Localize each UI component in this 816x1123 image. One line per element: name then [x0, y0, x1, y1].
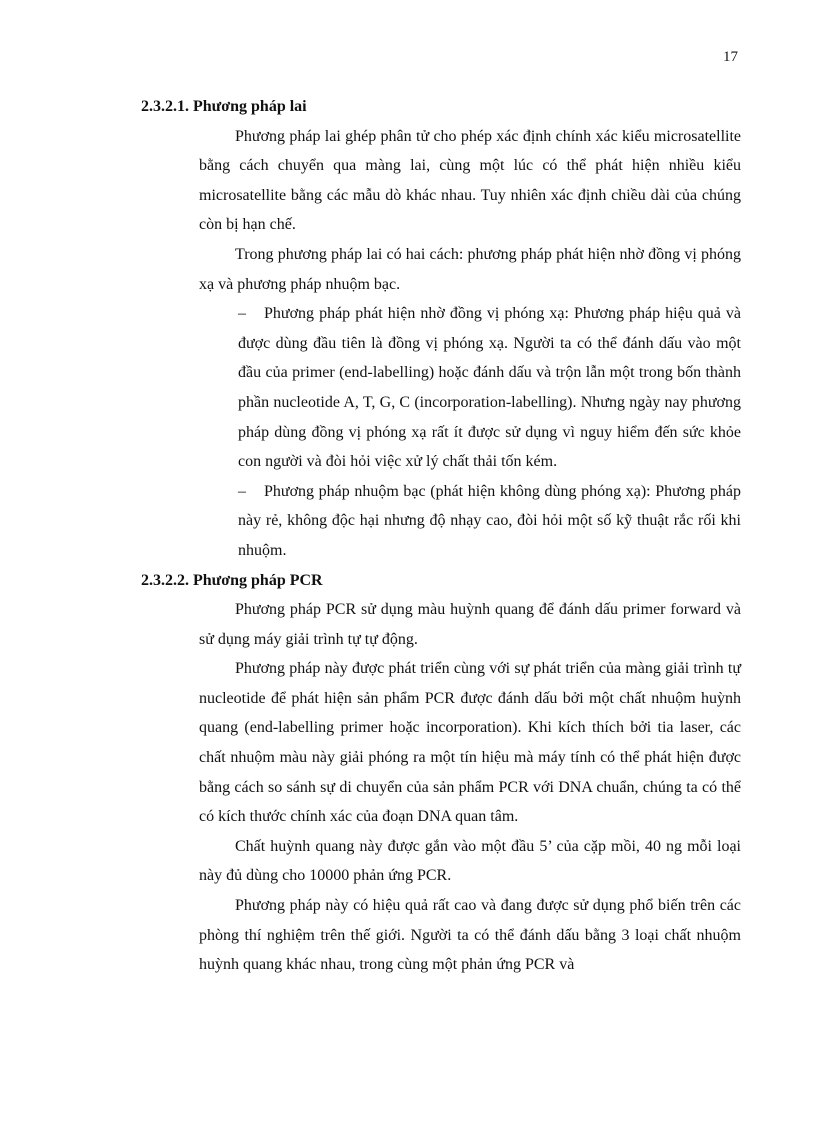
body-paragraph: Chất huỳnh quang này được gắn vào một đầu 5’ của cặp mồi, 40 ng mỗi loại này đủ dùng cho 10000 phản ứng PCR.: [199, 837, 741, 885]
body-paragraph: Phương pháp này có hiệu quả rất cao và đang được sử dụng phổ biến trên các phòng thí nghiệm trên thế giới. Người ta có thể đánh dấu bằng 3 loại chất nhuộm huỳnh quang khác nhau, trong cùng một phản ứng PCR và: [199, 897, 741, 974]
body-paragraph: Phương pháp PCR sử dụng màu huỳnh quang để đánh dấu primer forward và sử dụng máy giải trình tự tự động.: [199, 601, 741, 648]
section-phuong-phap-lai: [141, 92, 741, 566]
bullet-text: Phương pháp nhuộm bạc (phát hiện không dùng phóng xạ): Phương pháp này rẻ, không độc hại nhưng độ nhạy cao, đòi hỏi một số kỹ thuật rắc rối khi nhuộm.: [238, 482, 741, 559]
section-heading: 2.3.2.2. Phương pháp PCR: [141, 571, 323, 589]
bullet-item: [238, 477, 741, 566]
body-paragraph: Phương pháp lai ghép phân tử cho phép xác định chính xác kiểu microsatellite bằng cách chuyển qua màng lai, cùng một lúc có thể phát hiện nhiều kiểu microsatellite bằng các mẫu dò khác nhau. Tuy nhiên xác định chiều dài của chúng còn bị hạn chế.: [199, 127, 741, 234]
dash-bullet-marker: –: [238, 482, 246, 500]
bullet-item: [238, 299, 741, 477]
body-paragraph: Phương pháp này được phát triển cùng với sự phát triển của màng giải trình tự nucleotide để phát hiện sản phẩm PCR được đánh dấu bởi một chất nhuộm huỳnh quang (end-labelling primer hoặc incorporation). Khi kích thích bởi tia laser, các chất nhuộm màu này giải phóng ra một tín hiệu mà máy tính có thể phát hiện được bằng cách so sánh sự di chuyển của sản phẩm PCR với DNA chuẩn, chúng ta có thể có kích thước chính xác của đoạn DNA quan tâm.: [199, 660, 741, 826]
body-paragraph: Trong phương pháp lai có hai cách: phương pháp phát hiện nhờ đồng vị phóng xạ và phương pháp nhuộm bạc.: [199, 245, 741, 293]
bullet-text: Phương pháp phát hiện nhờ đồng vị phóng xạ: Phương pháp hiệu quả và được dùng đầu tiên là đồng vị phóng xạ. Người ta có thể đánh dấu vào một đầu của primer (end-labelling) hoặc đánh dấu và trộn lẫn một trong bốn thành phần nucleotide A, T, G, C (incorporation-labelling). Nhưng ngày nay phương pháp dùng đồng vị phóng xạ rất ít được sử dụng vì nguy hiểm đến sức khỏe con người và đòi hỏi việc xử lý chất thải tốn kém.: [238, 305, 741, 471]
section-heading: 2.3.2.1. Phương pháp lai: [141, 98, 307, 115]
dash-bullet-marker: –: [238, 305, 246, 323]
page-content: [141, 92, 741, 980]
section-phuong-phap-pcr: [141, 566, 741, 980]
page-number: 17: [723, 49, 738, 65]
